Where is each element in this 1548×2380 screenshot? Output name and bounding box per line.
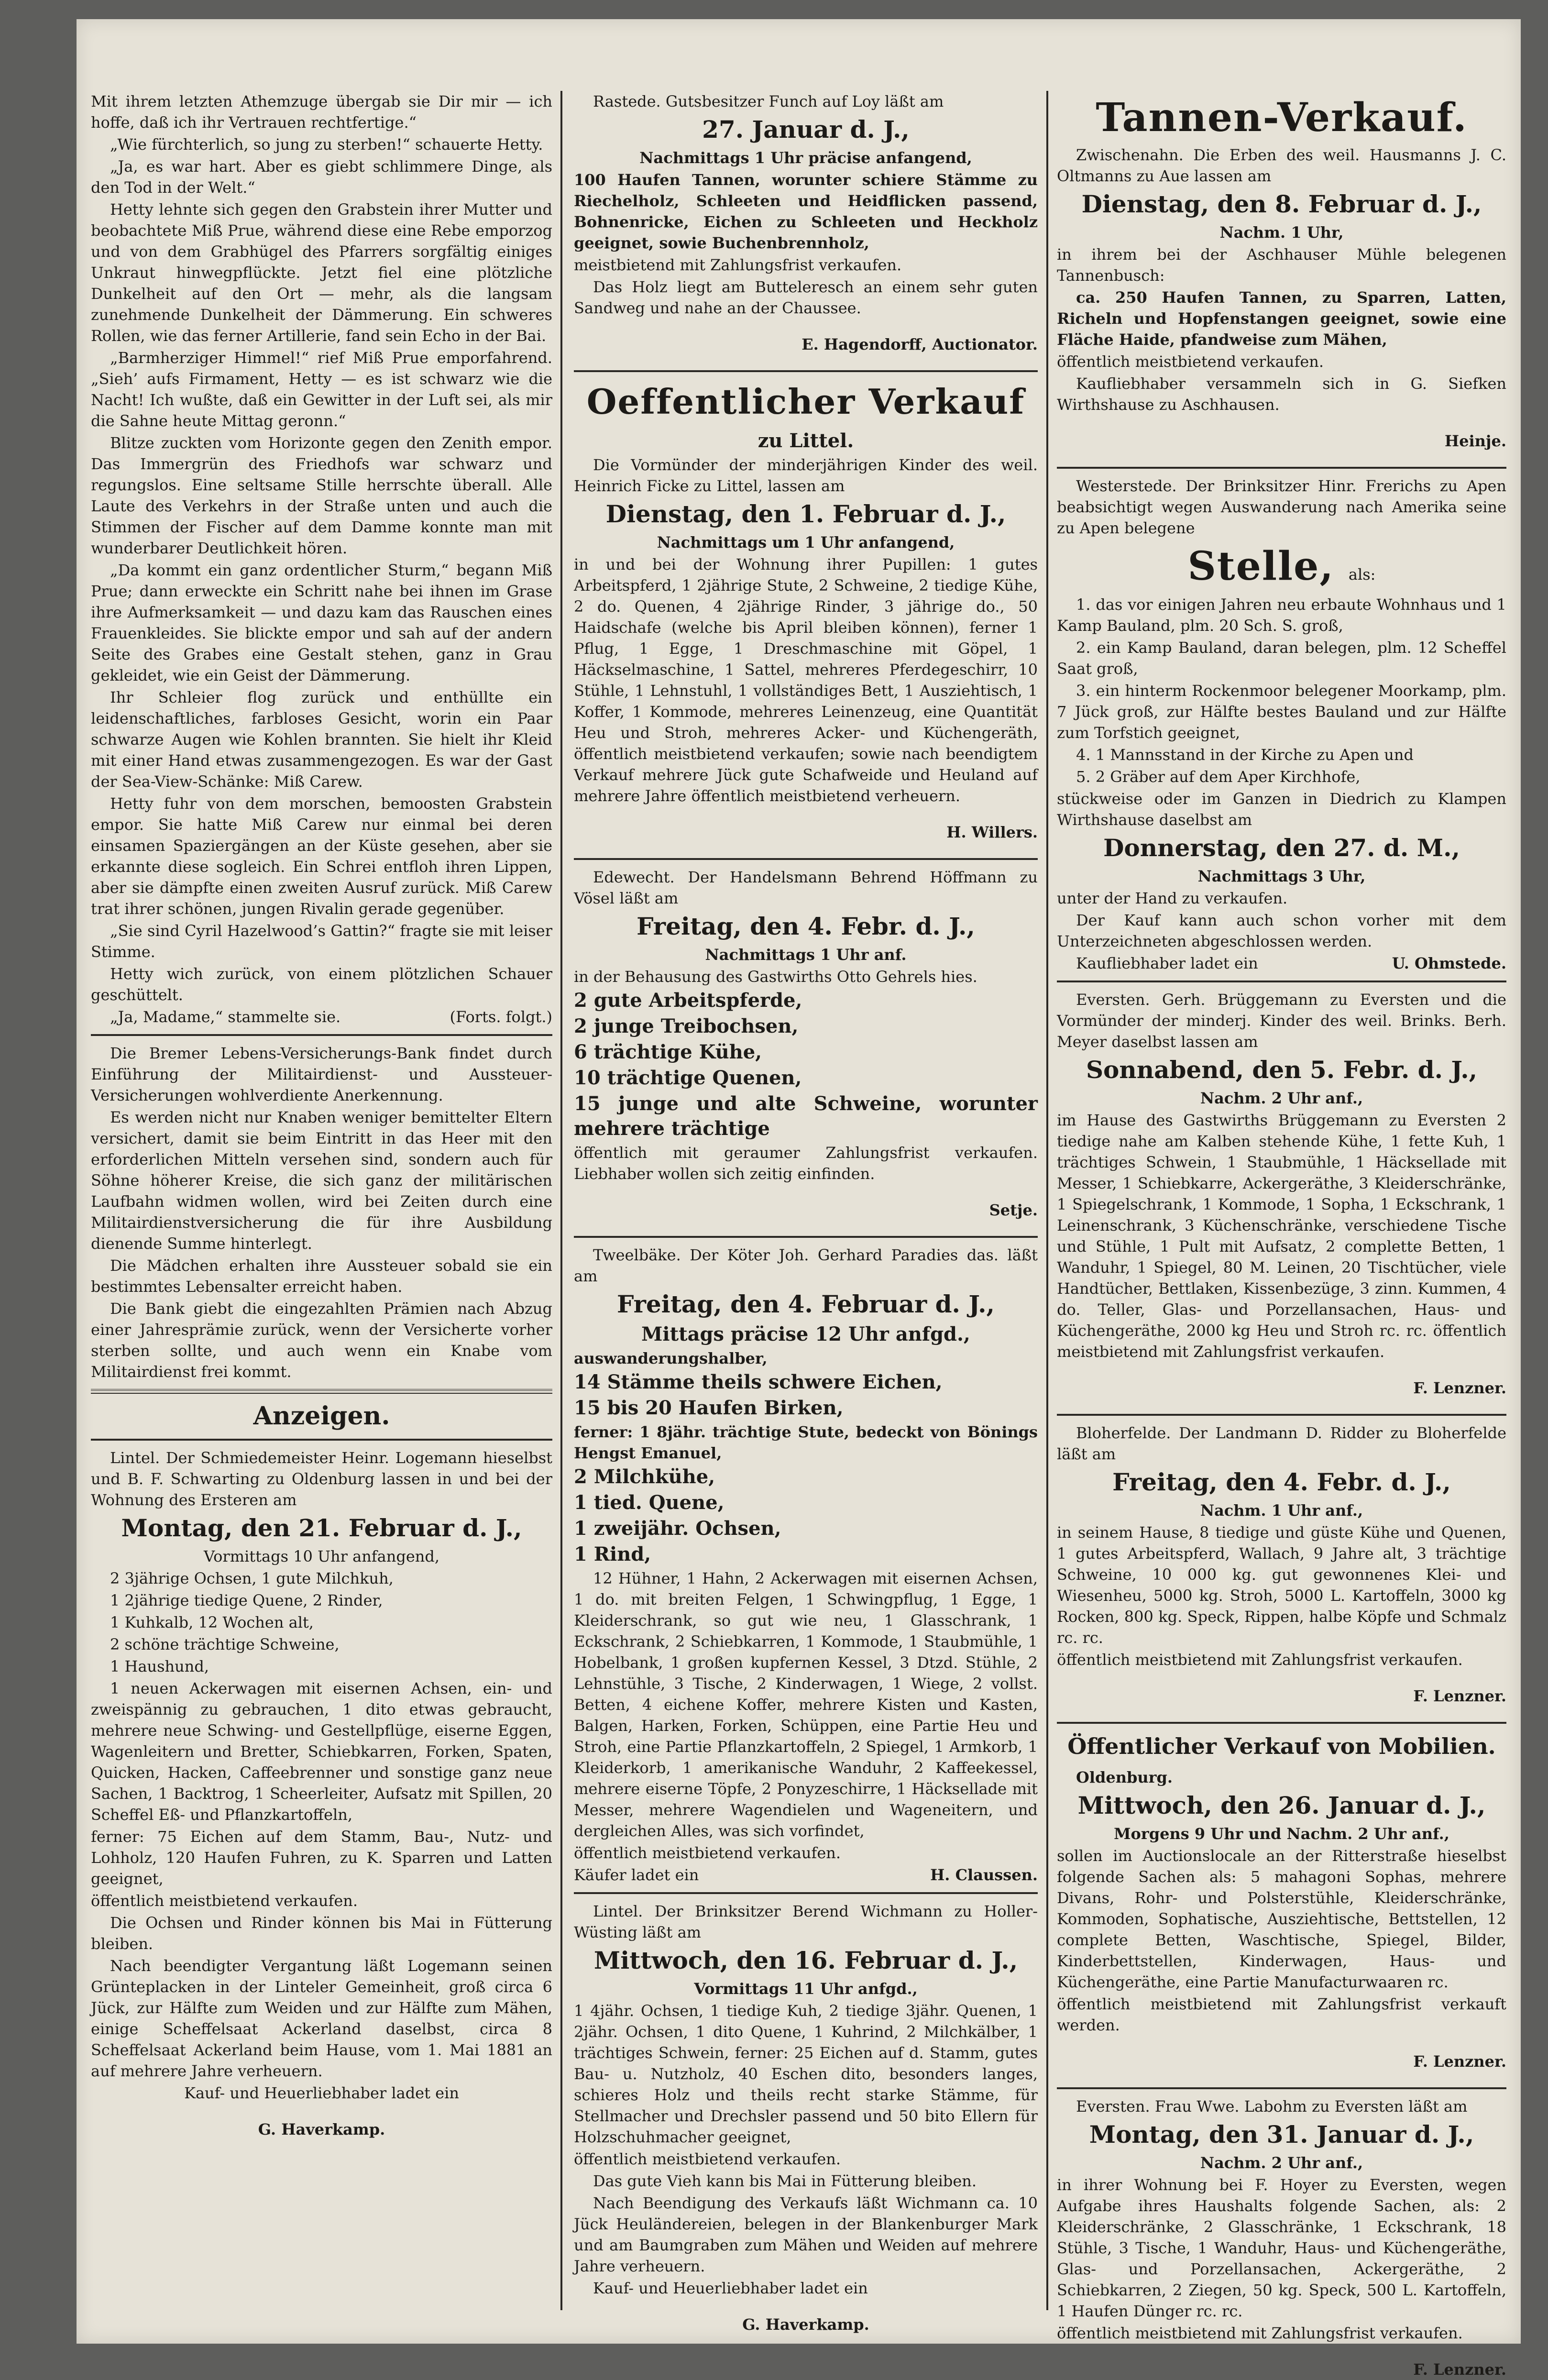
ad-item: Nach beendigter Vergantung läßt Logemann seinen Grünteplacken in der Linteler Gemeinheit, groß circa 6 Jück, zur Hälfte zum Weiden und zur Hälfte zum Mähen, einige Scheffelsaat Ackerland daselbst, circa 8 Scheffelsaat Ackerland beim Hause, vom 1. Mai 1881 an auf mehrere Jahre verheuern. (91, 1957, 552, 2080)
separator (574, 1892, 1038, 1894)
ad-subtitle: zu Littel. (758, 430, 854, 452)
ad-date: Freitag, den 4. Febr. d. J., (1112, 1468, 1451, 1496)
separator (91, 1034, 552, 1036)
ad-intro: Bloherfelde. Der Landmann D. Ridder zu Bloherfelde läßt am (1057, 1424, 1506, 1463)
ad-signature: F. Lenzner. (1413, 1379, 1506, 1397)
ad-date: Sonnabend, den 5. Febr. d. J., (1086, 1056, 1478, 1084)
ad-intro: Eversten. Gerh. Brüggemann zu Eversten und die Vormünder der minderj. Kinder des weil. Brinks. Berh. Meyer daselbst lassen am (1057, 991, 1506, 1051)
insurance-paragraph: Die Bremer Lebens-Versicherungs-Bank findet durch Einführung der Militairdienst- und Aussteuer-Versicherungen wohlverdiente Anerkennung. (91, 1044, 552, 1104)
ad-body: 1 4jähr. Ochsen, 1 tiedige Kuh, 2 tiedige 3jähr. Quenen, 1 2jähr. Ochsen, 1 dito Quene, 1 Kuhrind, 2 Milchkälber, 1 trächtiges Schwein, ferner: 25 Eichen auf d. Stamm, gutes Bau- u. Nutzholz, 40 Eschen dito, besonders langes, schieres Holz und theils recht starke Stämme, für Stellmacher und Drechsler passend und 50 bito Ellern für Holzschuhmacher geeignet, (574, 2002, 1038, 2146)
ad-tail: öffentlich mit geraumer Zahlungsfrist verkaufen. Liebhaber wollen sich zeitig einfinden. (574, 1144, 1038, 1183)
ad-time: Nachmittags 3 Uhr, (1197, 867, 1366, 885)
ad-note: Das gute Vieh kann bis Mai in Fütterung bleiben. (593, 2172, 977, 2190)
story-paragraph: „Ja, Madame,“ stammelte sie. (110, 1008, 341, 1026)
ad-date: Donnerstag, den 27. d. M., (1103, 834, 1460, 862)
ad-signature: F. Lenzner. (1413, 2360, 1506, 2379)
ad-item: 2 Milchkühe, (574, 1465, 715, 1488)
ad-date: Freitag, den 4. Februar d. J., (617, 1290, 995, 1318)
ad-intro: Tweelbäke. Der Köter Joh. Gerhard Paradies das. läßt am (574, 1246, 1038, 1285)
ad-date: Montag, den 21. Februar d. J., (121, 1514, 522, 1542)
ad-invite-row (1057, 953, 1506, 974)
ad-date: Dienstag, den 8. Februar d. J., (1081, 190, 1482, 218)
ad-westerstede (1057, 475, 1506, 974)
ad-body: im Hause des Gastwirths Brüggemann zu Eversten 2 tiedige nahe am Kalben stehende Kühe, 1 fette Kuh, 1 trächtiges Schwein, 1 Staubmühle, 1 Häcksellade mit Messer, 1 Schiebkarre, Ackergeräthe, 3 Kleiderschränke, 1 Spiegelschrank, 1 Kommode, 1 Sopha, 1 Eckschrank, 1 Leinenschrank, 3 Küchenschränke, verschiedene Tische und Stühle, 1 Pult mit Aufsatz, 2 complette Betten, 1 Wanduhr, 1 Spiegel, 80 M. Leinen, 20 Tischtücher, viele Handtücher, Bettlaken, Kissenbezüge, 3 zinn. Kummen, 4 do. Teller, Glas- und Porzellansachen, Haus- und Küchengeräthe, 2000 kg Heu und Stroh rc. rc. öffentlich meistbietend mit Zahlungsfrist verkaufen. (1057, 1111, 1506, 1361)
ad-item: 1 tied. Quene, (574, 1491, 725, 1514)
column-divider (560, 91, 562, 2310)
column-2 (574, 91, 1038, 2334)
ad-intro: Die Vormünder der minderjährigen Kinder des weil. Heinrich Ficke zu Littel, lassen am (574, 456, 1038, 495)
separator (1057, 467, 1506, 469)
ad-item: 5. 2 Gräber auf dem Aper Kirchhofe, (1076, 768, 1361, 786)
ad-item: ferner: 75 Eichen auf dem Stamm, Bau-, Nutz- und Lohholz, 120 Haufen Fuhren, zu K. Sparren und Latten geeignet, (91, 1828, 552, 1888)
ad-date: Freitag, den 4. Febr. d. J., (637, 912, 975, 940)
ad-tail: öffentlich meistbietend mit Zahlungsfrist verkaufen. (1057, 2324, 1463, 2342)
ad-item: 14 Stämme theils schwere Eichen, (574, 1371, 943, 1393)
separator (1057, 981, 1506, 982)
ad-signature: Heinje. (1444, 432, 1506, 450)
ad-signature: E. Hagendorff, Auctionator. (801, 335, 1038, 353)
ad-body: in ihrer Wohnung bei F. Hoyer zu Eversten, wegen Aufgabe ihres Haushalts folgende Sachen, als: 2 Kleiderschränke, 2 Glasschränke, 1 Eckschrank, 18 Stühle, 3 Tische, 1 Wanduhr, Haus- und Küchengeräthe, Glas- und Porzellansachen, Ackergeräthe, 2 Schiebkarren, 2 Ziegen, 50 kg. Speck, 500 L. Kartoffeln, 1 Haufen Dünger rc. rc. (1057, 2176, 1506, 2320)
serial-story (91, 91, 552, 1027)
story-paragraph: Mit ihrem letzten Athemzuge übergab sie Dir mir — ich hoffe, daß ich ihr Vertrauen rechtfertige.“ (91, 92, 552, 132)
ad-item: 1 Haushund, (110, 1657, 209, 1675)
ad-item: Die Ochsen und Rinder können bis Mai in Fütterung bleiben. (91, 1914, 552, 1953)
ad-item: Kauf- und Heuerliebhaber ladet ein (184, 2084, 459, 2102)
ad-note: Nach Beendigung des Verkaufs läßt Wichmann ca. 10 Jück Heuländereien, belegen in der Blankenburger Mark und am Baumgraben zum Mähen und Weiden auf mehrere Jahre verheuern. (574, 2194, 1038, 2275)
ad-item: 1 neuen Ackerwagen mit eisernen Achsen, ein- und zweispännig zu gebrauchen, 1 dito etwas gebraucht, mehrere neue Schwing- und Gestellpflüge, eiserne Eggen, Wagenleitern und Bretter, Schiebkarren, Forken, Spaten, Quicken, Hacken, Caffeebrenner und sonstige ganz neue Sachen, 1 Backtrog, 1 Scheerleiter, Aufsatz mit Spillen, 20 Scheffel Eß- und Pflanzkartoffeln, (91, 1679, 552, 1824)
ad-body: 12 Hühner, 1 Hahn, 2 Ackerwagen mit eisernen Achsen, 1 do. mit breiten Felgen, 1 Schwingpflug, 1 Egge, 1 Kleiderschrank, so gut wie neu, 1 Glasschrank, 1 Eckschrank, 2 Schiebkarren, 1 Kommode, 1 Staubmühle, 1 Hobelbank, 1 großen kupfernen Kessel, 3 Dtzd. Stühle, 2 Lehnstühle, 3 Tische, 2 Kinderwagen, 1 Wiege, 2 vollst. Betten, 4 eichene Koffer, mehrere Kisten und Kasten, Balgen, Harken, Forken, Schüppen, eine Partie Heu und Stroh, eine Partie Pflanzkartoffeln, 2 Spiegel, 1 Armkorb, 1 Kleiderkorb, 1 amerikanische Wanduhr, 2 Kaffeekessel, mehrere eiserne Töpfe, 2 Ponyzeschirre, 1 Häcksellade mit Messer, mehrere Wagendielen und Wageneitern, und dergleichen Alles, was sich vorfindet, (574, 1569, 1038, 1840)
column-3 (1057, 91, 1506, 2379)
ad-headline: Stelle, (1187, 543, 1334, 589)
ad-item: 15 junge und alte Schweine, worunter mehrere trächtige (574, 1092, 1038, 1140)
ad-item: 1 2jährige tiedige Quene, 2 Rinder, (110, 1591, 383, 1609)
ad-body: sollen im Auctionslocale an der Ritterstraße hieselbst folgende Sachen als: 5 mahagoni Sophas, mehrere Divans, Rohr- und Polsterstühle, Kleiderschränke, Kommoden, Sophatische, Ausziehtische, Bettstellen, 12 complete Betten, Waschtische, Spiegel, Bilder, Kinderbettstellen, Kinderwagen, Haus- und Küchengeräthe, eine Partie Manufacturwaaren rc. (1057, 1847, 1506, 1991)
ad-note: Der Kauf kann auch schon vorher mit dem Unterzeichneten abgeschlossen werden. (1057, 911, 1506, 950)
ad-item: 2 schöne trächtige Schweine, (110, 1635, 340, 1653)
story-paragraph: „Wie fürchterlich, so jung zu sterben!“ schauerte Hetty. (110, 135, 543, 154)
ad-time: Nachmittags 1 Uhr präcise anfangend, (639, 149, 972, 167)
ad-item: 2 junge Treibochsen, (574, 1015, 799, 1037)
ad-tweelbaeke (574, 1245, 1038, 1885)
insurance-paragraph: Die Bank giebt die eingezahlten Prämien nach Abzug einer Jahresprämie zurück, wenn der Versicherte vorher sterben sollte, und auch wenn ein Knabe vom Militairdienst frei kommt. (91, 1300, 552, 1381)
ad-signature: F. Lenzner. (1413, 1687, 1506, 1705)
ad-reason: auswanderungshalber, (574, 1349, 768, 1367)
ad-time: Nachm. 2 Uhr anf., (1200, 2154, 1363, 2172)
ad-tail: unter der Hand zu verkaufen. (1057, 889, 1288, 907)
ad-date: 27. Januar d. J., (702, 115, 910, 143)
ad-date: Mittwoch, den 26. Januar d. J., (1077, 1791, 1486, 1819)
ad-note: Das Holz liegt am Butteleresch an einem sehr guten Sandweg und nahe an der Chaussee. (574, 278, 1038, 317)
ad-date: Montag, den 31. Januar d. J., (1089, 2120, 1474, 2149)
story-paragraph: Hetty wich zurück, von einem plötzlichen Schauer geschüttelt. (91, 965, 552, 1004)
ad-item: 15 bis 20 Haufen Birken, (574, 1397, 844, 1419)
ad-title: Öffentlicher Verkauf von Mobilien. (1067, 1733, 1496, 1759)
ad-intro: Lintel. Der Brinksitzer Berend Wichmann zu Holler-Wüsting läßt am (574, 1902, 1038, 1941)
ad-body: in seinem Hause, 8 tiedige und güste Kühe und Quenen, 1 gutes Arbeitspferd, Wallach, 9 Jahre alt, 3 trächtige Schweine, 10 000 kg. gut gewonnenes Klei- und Wiesenheu, 5000 kg. Stroh, 5000 L. Kartoffeln, 3000 kg Rocken, 800 kg. Speck, Rippen, halbe Köpfe und Schmalz rc. rc. (1057, 1523, 1506, 1647)
ad-place: in ihrem bei der Aschhauser Mühle belegenen Tannenbusch: (1057, 245, 1506, 285)
separator (1057, 1414, 1506, 1416)
ad-place: in der Behausung des Gastwirths Otto Gehrels hies. (574, 968, 977, 986)
story-last-line (91, 1006, 552, 1027)
ad-lintel-wichmann (574, 1901, 1038, 2335)
ad-tail: öffentlich meistbietend mit Zahlungsfrist verkaufen. (1057, 1651, 1463, 1669)
ad-time: Morgens 9 Uhr und Nachm. 2 Uhr anf., (1114, 1825, 1449, 1843)
ad-intro: Lintel. Der Schmiedemeister Heinr. Logemann hieselbst und B. F. Schwarting zu Oldenburg lassen in und bei der Wohnung des Ersteren am (91, 1449, 552, 1509)
ad-body: 100 Haufen Tannen, worunter schiere Stämme zu Riechelholz, Schleeten und Heidflicken passend, Bohnenricke, Eichen zu Schleeten und Heckholz geeignet, sowie Buchenbrennholz, (574, 171, 1038, 252)
ad-place: Oldenburg. (1076, 1768, 1173, 1786)
ad-edewecht (574, 867, 1038, 1221)
ad-lintel-logemann (91, 1447, 552, 2140)
ad-tail: öffentlich meistbietend verkaufen. (574, 1844, 841, 1862)
ad-intro: Zwischenahn. Die Erben des weil. Hausmanns J. C. Oltmanns zu Aue lassen am (1057, 146, 1506, 185)
separator (1057, 1722, 1506, 1724)
ad-item: 6 trächtige Kühe, (574, 1041, 762, 1063)
ad-item: öffentlich meistbietend verkaufen. (91, 1892, 358, 1910)
ad-note: Kaufliebhaber versammeln sich in G. Siefken Wirthshause zu Aschhausen. (1057, 375, 1506, 414)
ad-item: ferner: 1 8jähr. trächtige Stute, bedeckt von Bönings Hengst Emanuel, (574, 1423, 1038, 1462)
ad-date: Dienstag, den 1. Februar d. J., (605, 500, 1006, 528)
story-paragraph: „Sie sind Cyril Hazelwood’s Gattin?“ fragte sie mit leiser Stimme. (91, 922, 552, 961)
ad-mobilien (1057, 1730, 1506, 2072)
ad-tail: öffentlich meistbietend verkaufen. (574, 2150, 841, 2168)
ad-signature: H. Claussen. (930, 1866, 1038, 1884)
ad-place: stückweise oder im Ganzen in Diedrich zu Klampen Wirthshause daselbst am (1057, 790, 1506, 829)
insurance-notice (91, 1043, 552, 1382)
ad-signature: Setje. (989, 1201, 1038, 1219)
separator (574, 858, 1038, 860)
ad-rastede (574, 91, 1038, 355)
ad-time: Nachmittags 1 Uhr anf. (705, 946, 907, 964)
ad-date: Mittwoch, den 16. Februar d. J., (593, 1946, 1018, 1974)
section-title: Anzeigen. (253, 1401, 390, 1431)
separator (574, 370, 1038, 372)
column-1 (91, 91, 552, 2310)
ad-title: Tannen-Verkauf. (1096, 95, 1468, 141)
ad-item: 2 3jährige Ochsen, 1 gute Milchkuh, (110, 1569, 394, 1587)
separator (91, 1439, 552, 1441)
story-paragraph: Blitze zuckten vom Horizonte gegen den Zenith empor. Das Immergrün des Friedhofs war schwarz und regungslos. Eine seltsame Stille herrschte überall. Alle Laute des Verkehrs in der Straße unten und auch die Stimmen der Fischer auf dem Damme konnte man mit wunderbarer Deutlichkeit hören. (91, 434, 552, 557)
story-paragraph: Hetty lehnte sich gegen den Grabstein ihrer Mutter und beobachtete Miß Prue, während diese eine Rebe emporzog und von dem Grabhügel des Pfarrers sorgfältig einiges Unkraut hinwegpflückte. Jetzt fiel eine plötzliche Dunkelheit auf den Ort — mehr, als die langsam zunehmende Dunkelheit der Dämmerung. Ein schweres Rollen, wie das ferner Artillerie, fand sein Echo in der Bai. (91, 200, 552, 345)
ad-body: ca. 250 Haufen Tannen, zu Sparren, Latten, Richeln und Hopfenstangen geeignet, sowie eine Fläche Haide, pfandweise zum Mähen, (1057, 288, 1506, 349)
separator (91, 1389, 552, 1394)
ad-signature: U. Ohmstede. (1392, 954, 1506, 972)
insurance-paragraph: Die Mädchen erhalten ihre Aussteuer sobald sie ein bestimmtes Lebensalter erreicht haben. (91, 1256, 552, 1296)
ad-item: 2. ein Kamp Bauland, daran belegen, plm. 12 Scheffel Saat groß, (1057, 639, 1506, 678)
story-paragraph: „Barmherziger Himmel!“ rief Miß Prue emporfahrend. „Sieh’ aufs Firmament, Hetty — es ist schwarz wie die Nacht! Ich wußte, daß ein Gewitter in der Luft sei, als mir die Sahne heute Mittag geronn.“ (91, 349, 552, 430)
ad-eversten-brueggemann (1057, 989, 1506, 1399)
ad-headline-suffix: als: (1348, 565, 1376, 584)
ad-time: Nachm. 1 Uhr, (1219, 223, 1344, 242)
story-paragraph: „Da kommt ein ganz ordentlicher Sturm,“ begann Miß Prue; dann erweckte ein Schritt nahe bei ihnen im Grase ihre Aufmerksamkeit — und dazu kam das Rauschen eines Frauenkleides. Sie blickte empor und sah auf der andern Seite des Grabes eine Gestalt stehen, ganz in Grau gekleidet, wie ein Geist der Dämmerung. (91, 561, 552, 684)
separator (1057, 2087, 1506, 2089)
ad-tail: meistbietend mit Zahlungsfrist verkaufen. (574, 256, 902, 274)
ad-body: in und bei der Wohnung ihrer Pupillen: 1 gutes Arbeitspferd, 1 2jährige Stute, 2 Schweine, 2 tiedige Kühe, 2 do. Quenen, 4 2jährige Rinder, 3 jährige do., 50 Haidschafe (welche bis April bleiben können), ferner 1 Pflug, 1 Egge, 1 Dreschmaschine mit Göpel, 1 Häckselmaschine, 1 Sattel, mehreres Pferdegeschirr, 10 Stühle, 1 Lehnstuhl, 1 vollständiges Bett, 1 Ausziehtisch, 1 Koffer, 1 Kommode, mehreres Leinenzeug, eine Quantität Heu und Stroh, mehreres Acker- und Küchengeräth, öffentlich meistbietend verkaufen; sowie nach beendigtem Verkauf mehrere Jück gute Schafweide und Heuland auf mehrere Jahre öffentlich meistbietend verheuern. (574, 555, 1038, 805)
ad-tannen (1057, 95, 1506, 452)
ad-item: 1 Rind, (574, 1543, 651, 1565)
ad-tail: öffentlich meistbietend verkaufen. (1057, 353, 1324, 371)
ad-invite: Kaufliebhaber ladet ein (1076, 954, 1258, 972)
ad-littel (574, 379, 1038, 843)
ad-item: 1. das vor einigen Jahren neu erbaute Wohnhaus und 1 Kamp Bauland, plm. 20 Sch. S. groß, (1057, 595, 1506, 635)
ad-bloherfelde (1057, 1422, 1506, 1707)
ad-time: Vormittags 10 Uhr anfangend, (203, 1547, 440, 1565)
story-paragraph: „Ja, es war hart. Aber es giebt schlimmere Dinge, als den Tod in der Welt.“ (91, 157, 552, 197)
ad-title: Oeffentlicher Verkauf (586, 381, 1025, 422)
column-divider (1046, 91, 1048, 2310)
ad-item: 4. 1 Mannsstand in der Kirche zu Apen und (1076, 746, 1414, 764)
ad-time: Nachm. 2 Uhr anf., (1200, 1089, 1363, 1107)
ad-time: Nachm. 1 Uhr anf., (1200, 1501, 1363, 1520)
ad-eversten-labohm (1057, 2096, 1506, 2380)
newspaper-page (77, 19, 1521, 2379)
ad-invite: Kauf- und Heuerliebhaber ladet ein (593, 2279, 868, 2297)
ad-tail: öffentlich meistbietend mit Zahlungsfrist verkauft werden. (1057, 1995, 1506, 2034)
ad-intro: Eversten. Frau Wwe. Labohm zu Eversten läßt am (1076, 2097, 1468, 2116)
ad-signature: G. Haverkamp. (742, 2315, 869, 2334)
ad-item: 2 gute Arbeitspferde, (574, 989, 802, 1012)
ad-time: Vormittags 11 Uhr anfgd., (694, 1980, 918, 1998)
story-paragraph: Ihr Schleier flog zurück und enthüllte ein leidenschaftliches, farbloses Gesicht, worin ein Paar schwarze Augen wie Kohlen brannten. Sie hielt ihr Kleid mit einer Hand etwas zusammengezogen. Es war der Gast der Sea-View-Schänke: Miß Carew. (91, 688, 552, 791)
ad-intro: Edewecht. Der Handelsmann Behrend Höffmann zu Vösel läßt am (574, 868, 1038, 907)
ad-time: Mittags präcise 12 Uhr anfgd., (641, 1323, 970, 1345)
ad-intro: Rastede. Gutsbesitzer Funch auf Loy läßt am (593, 92, 944, 110)
ad-item: 10 trächtige Quenen, (574, 1067, 802, 1089)
ad-time: Nachmittags um 1 Uhr anfangend, (657, 533, 955, 551)
ad-signature: G. Haverkamp. (258, 2120, 385, 2138)
continuation-note: (Forts. folgt.) (450, 1008, 552, 1026)
ad-item: 1 zweijähr. Ochsen, (574, 1517, 781, 1540)
separator (574, 1236, 1038, 1238)
ad-signature: F. Lenzner. (1413, 2052, 1506, 2071)
ad-intro: Westerstede. Der Brinksitzer Hinr. Frerichs zu Apen beabsichtigt wegen Auswanderung nach Amerika seine zu Apen belegene (1057, 477, 1506, 537)
ad-signature: H. Willers. (946, 823, 1038, 841)
ad-item: 1 Kuhkalb, 12 Wochen alt, (110, 1613, 314, 1631)
ad-invite-row (574, 1864, 1038, 1885)
ad-item: 3. ein hinterm Rockenmoor belegener Moorkamp, plm. 7 Jück groß, zur Hälfte bestes Bauland und zur Hälfte zum Torfstich geeignet, (1057, 682, 1506, 742)
ad-headline-row (1057, 540, 1506, 593)
story-paragraph: Hetty fuhr von dem morschen, bemoosten Grabstein empor. Sie hatte Miß Carew nur einmal bei deren einsamen Spaziergängen an der Küste gesehen, aber sie erkannte diese sogleich. Ein Schrei entfloh ihren Lippen, aber sie dämpfte einen zweiten Ausruf zurück. Miß Carew trat ihrer schönen, jungen Rivalin gerade gegenüber. (91, 794, 552, 918)
insurance-paragraph: Es werden nicht nur Knaben weniger bemittelter Eltern versichert, damit sie beim Eintritt in das Heer mit den erforderlichen Mitteln versehen sind, sondern auch für Söhne höherer Kreise, die sich ganz der militärischen Laufbahn widmen wollen, wird bei Zeiten durch eine Militairdienstversicherung die für ihre Ausbildung dienende Summe hinterlegt. (91, 1108, 552, 1253)
ad-invite: Käufer ladet ein (574, 1866, 699, 1884)
